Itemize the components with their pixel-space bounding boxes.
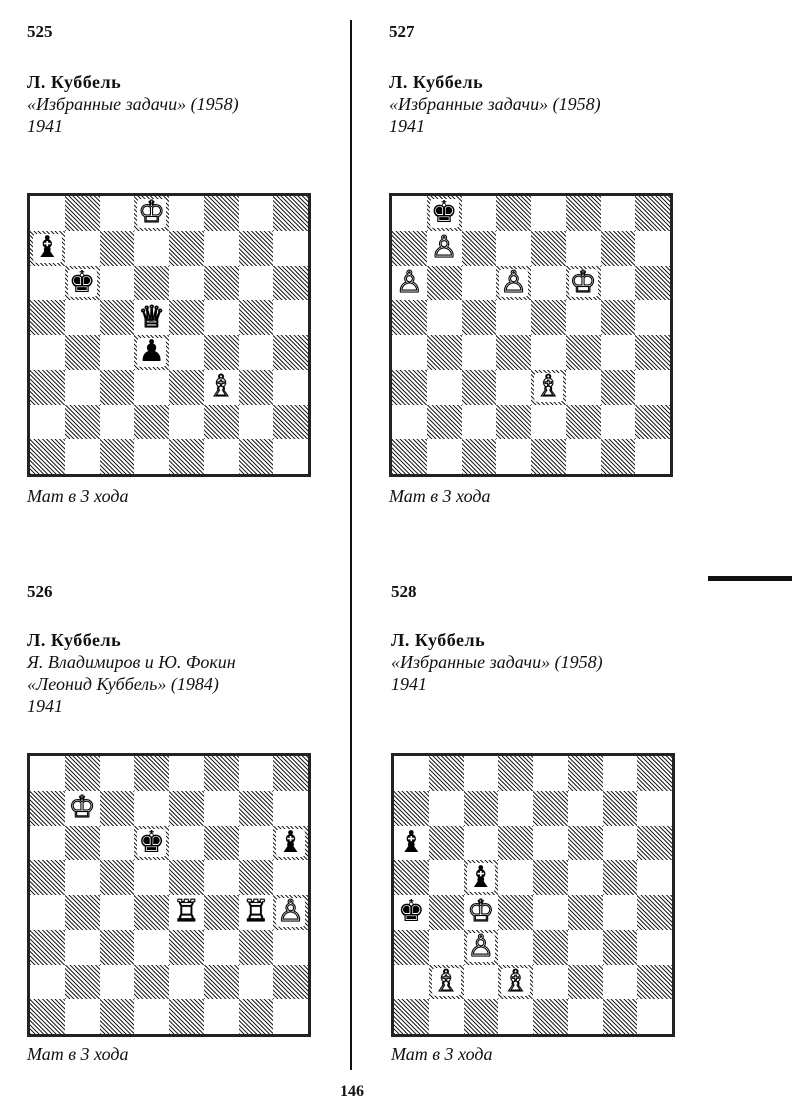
black-king-icon: ♚ <box>397 894 425 930</box>
board-square <box>464 965 499 1000</box>
board-square <box>637 965 672 1000</box>
board-square <box>427 335 462 370</box>
board-square <box>498 999 533 1034</box>
board-square <box>462 266 497 301</box>
black-pawn-icon: ♟ <box>138 334 166 370</box>
board-square <box>169 405 204 440</box>
board-square <box>427 370 462 405</box>
board-square <box>603 930 638 965</box>
chess-board <box>27 753 311 1037</box>
board-square <box>635 439 670 474</box>
chess-board <box>389 193 673 477</box>
board-square <box>394 756 429 791</box>
board-square <box>429 791 464 826</box>
board-square <box>134 860 169 895</box>
problem-caption: Мат в 3 хода <box>391 1044 493 1064</box>
board-square <box>204 895 239 930</box>
board-square <box>462 439 497 474</box>
board-square <box>65 895 100 930</box>
board-square <box>30 405 65 440</box>
board-square <box>273 999 308 1034</box>
board-square <box>603 860 638 895</box>
board-square <box>239 266 274 301</box>
source-line: «Избранные задачи» (1958) <box>391 652 603 672</box>
board-square <box>65 999 100 1034</box>
board-square <box>169 266 204 301</box>
board-square <box>204 335 239 370</box>
board-square <box>603 965 638 1000</box>
board-square <box>601 266 636 301</box>
board-square <box>204 196 239 231</box>
problem-number: 528 <box>391 582 417 601</box>
board-square <box>30 196 65 231</box>
board-square <box>204 439 239 474</box>
board-square <box>601 196 636 231</box>
board-square <box>100 791 135 826</box>
board-square <box>533 826 568 861</box>
board-square <box>601 300 636 335</box>
white-bishop-icon: ♗ <box>207 369 235 405</box>
board-square <box>239 335 274 370</box>
board-square <box>394 791 429 826</box>
board-square <box>427 266 462 301</box>
board-square <box>635 405 670 440</box>
board-square <box>566 196 601 231</box>
board-square <box>239 196 274 231</box>
white-king-icon: ♔ <box>68 790 96 826</box>
board-square <box>100 826 135 861</box>
black-king-icon: ♚ <box>68 264 96 300</box>
board-square <box>169 791 204 826</box>
board-square <box>30 895 65 930</box>
problem-number: 525 <box>27 22 53 41</box>
source-line: «Леонид Куббель» (1984) <box>27 674 219 694</box>
problem-caption: Мат в 3 хода <box>389 486 491 506</box>
board-square <box>65 439 100 474</box>
board-square <box>568 999 603 1034</box>
board-square <box>134 405 169 440</box>
board-square <box>566 439 601 474</box>
white-bishop-icon: ♗ <box>502 963 530 999</box>
board-square <box>273 860 308 895</box>
source-line: «Избранные задачи» (1958) <box>27 94 239 114</box>
board-square <box>568 826 603 861</box>
board-square <box>568 930 603 965</box>
board-square <box>204 999 239 1034</box>
board-square <box>601 439 636 474</box>
board-square <box>533 791 568 826</box>
board-square <box>204 930 239 965</box>
board-square <box>637 791 672 826</box>
board-square <box>204 860 239 895</box>
board-square <box>601 405 636 440</box>
year-line: 1941 <box>391 674 427 694</box>
board-square <box>273 930 308 965</box>
board-square <box>204 405 239 440</box>
board-square <box>65 965 100 1000</box>
board-square <box>533 999 568 1034</box>
board-square <box>239 826 274 861</box>
board-square <box>531 405 566 440</box>
board-square <box>239 756 274 791</box>
board-square <box>533 965 568 1000</box>
board-square <box>239 439 274 474</box>
board-square <box>566 405 601 440</box>
board-square <box>637 895 672 930</box>
board-square <box>204 756 239 791</box>
board-square <box>531 231 566 266</box>
black-bishop-icon: ♝ <box>397 824 425 860</box>
board-square <box>603 999 638 1034</box>
board-square <box>496 370 531 405</box>
board-square <box>100 860 135 895</box>
board-square <box>635 231 670 266</box>
board-square <box>392 335 427 370</box>
board-square <box>169 826 204 861</box>
board-square <box>169 756 204 791</box>
board-square <box>601 231 636 266</box>
board-square <box>100 231 135 266</box>
board-square <box>134 439 169 474</box>
board-square <box>429 860 464 895</box>
board-square <box>464 791 499 826</box>
board-square <box>100 965 135 1000</box>
column-divider <box>350 20 352 1070</box>
board-square <box>533 860 568 895</box>
board-square <box>568 791 603 826</box>
board-square <box>204 266 239 301</box>
board-square <box>496 196 531 231</box>
white-pawn-icon: ♙ <box>500 264 528 300</box>
board-square <box>462 405 497 440</box>
board-square <box>464 826 499 861</box>
white-bishop-icon: ♗ <box>534 369 562 405</box>
board-square <box>239 231 274 266</box>
board-square <box>30 860 65 895</box>
board-square <box>394 999 429 1034</box>
board-square <box>273 405 308 440</box>
board-square <box>601 335 636 370</box>
board-square <box>498 860 533 895</box>
board-square <box>134 756 169 791</box>
board-square <box>429 999 464 1034</box>
board-square <box>100 756 135 791</box>
board-square <box>635 300 670 335</box>
board-square <box>498 826 533 861</box>
board-square <box>134 370 169 405</box>
chess-board <box>391 753 675 1037</box>
board-square <box>464 999 499 1034</box>
board-square <box>30 266 65 301</box>
board-square <box>429 895 464 930</box>
board-square <box>204 965 239 1000</box>
board-square <box>169 999 204 1034</box>
white-king-icon: ♔ <box>569 264 597 300</box>
board-square <box>566 335 601 370</box>
board-square <box>273 756 308 791</box>
board-square <box>65 335 100 370</box>
white-bishop-icon: ♗ <box>432 963 460 999</box>
problem-author: Л. Куббель <box>391 630 486 650</box>
white-pawn-icon: ♙ <box>277 894 305 930</box>
board-square <box>635 266 670 301</box>
board-square <box>30 335 65 370</box>
board-square <box>273 196 308 231</box>
board-square <box>637 999 672 1034</box>
board-square <box>601 370 636 405</box>
board-square <box>134 266 169 301</box>
board-square <box>637 930 672 965</box>
white-rook-icon: ♖ <box>172 894 200 930</box>
board-square <box>531 335 566 370</box>
board-square <box>394 965 429 1000</box>
board-square <box>204 231 239 266</box>
board-square <box>204 826 239 861</box>
white-king-icon: ♔ <box>467 894 495 930</box>
problem-author: Л. Куббель <box>27 72 122 92</box>
board-square <box>394 860 429 895</box>
board-square <box>100 370 135 405</box>
problem-number: 526 <box>27 582 53 601</box>
board-square <box>568 965 603 1000</box>
board-square <box>603 791 638 826</box>
board-square <box>65 231 100 266</box>
board-square <box>566 300 601 335</box>
board-square <box>568 895 603 930</box>
board-square <box>531 266 566 301</box>
board-square <box>169 335 204 370</box>
board-square <box>30 439 65 474</box>
board-square <box>429 826 464 861</box>
board-square <box>533 895 568 930</box>
board-square <box>637 860 672 895</box>
board-square <box>100 335 135 370</box>
board-square <box>568 756 603 791</box>
board-square <box>462 370 497 405</box>
board-square <box>239 370 274 405</box>
board-square <box>100 930 135 965</box>
board-square <box>169 370 204 405</box>
board-square <box>496 300 531 335</box>
board-square <box>30 930 65 965</box>
board-square <box>273 266 308 301</box>
source-line: «Избранные задачи» (1958) <box>389 94 601 114</box>
board-square <box>462 335 497 370</box>
board-square <box>496 405 531 440</box>
board-square <box>239 300 274 335</box>
problem-caption: Мат в 3 хода <box>27 486 129 506</box>
black-bishop-icon: ♝ <box>467 859 495 895</box>
board-square <box>273 231 308 266</box>
board-square <box>531 196 566 231</box>
board-square <box>603 756 638 791</box>
board-square <box>30 300 65 335</box>
board-square <box>239 965 274 1000</box>
board-square <box>134 999 169 1034</box>
board-square <box>134 791 169 826</box>
board-square <box>30 826 65 861</box>
board-square <box>30 370 65 405</box>
board-square <box>603 895 638 930</box>
margin-rule <box>708 576 792 581</box>
board-square <box>429 930 464 965</box>
black-bishop-icon: ♝ <box>277 824 305 860</box>
white-rook-icon: ♖ <box>242 894 270 930</box>
board-square <box>273 335 308 370</box>
board-square <box>239 999 274 1034</box>
board-square <box>100 196 135 231</box>
black-bishop-icon: ♝ <box>33 230 61 266</box>
board-square <box>100 405 135 440</box>
board-square <box>496 439 531 474</box>
board-square <box>273 370 308 405</box>
white-pawn-icon: ♙ <box>467 929 495 965</box>
board-square <box>65 930 100 965</box>
board-square <box>427 405 462 440</box>
board-square <box>65 370 100 405</box>
board-square <box>568 860 603 895</box>
board-square <box>427 300 462 335</box>
board-square <box>427 439 462 474</box>
board-square <box>30 756 65 791</box>
board-square <box>273 300 308 335</box>
board-square <box>464 756 499 791</box>
board-square <box>169 860 204 895</box>
board-square <box>496 231 531 266</box>
board-square <box>533 756 568 791</box>
board-square <box>169 930 204 965</box>
board-square <box>30 965 65 1000</box>
board-square <box>392 370 427 405</box>
board-square <box>531 300 566 335</box>
problem-caption: Мат в 3 хода <box>27 1044 129 1064</box>
board-square <box>100 439 135 474</box>
board-square <box>392 231 427 266</box>
white-king-icon: ♔ <box>138 195 166 231</box>
board-square <box>239 405 274 440</box>
board-square <box>635 370 670 405</box>
board-square <box>134 895 169 930</box>
source-line: Я. Владимиров и Ю. Фокин <box>27 652 236 672</box>
board-square <box>533 930 568 965</box>
board-square <box>273 439 308 474</box>
board-square <box>273 965 308 1000</box>
board-square <box>273 791 308 826</box>
white-queen-icon: ♕ <box>138 299 166 335</box>
board-square <box>637 756 672 791</box>
board-square <box>100 895 135 930</box>
board-square <box>65 405 100 440</box>
board-square <box>65 756 100 791</box>
board-square <box>392 196 427 231</box>
board-square <box>169 300 204 335</box>
board-square <box>498 895 533 930</box>
board-square <box>100 266 135 301</box>
year-line: 1941 <box>27 696 63 716</box>
board-square <box>239 860 274 895</box>
board-square <box>169 196 204 231</box>
board-square <box>498 756 533 791</box>
board-square <box>100 999 135 1034</box>
board-square <box>30 999 65 1034</box>
problem-author: Л. Куббель <box>389 72 484 92</box>
board-square <box>603 826 638 861</box>
black-king-icon: ♚ <box>430 195 458 231</box>
board-square <box>498 930 533 965</box>
board-square <box>635 335 670 370</box>
board-square <box>462 196 497 231</box>
board-square <box>169 231 204 266</box>
board-square <box>30 791 65 826</box>
board-square <box>204 791 239 826</box>
board-square <box>462 231 497 266</box>
board-square <box>498 791 533 826</box>
white-pawn-icon: ♙ <box>430 230 458 266</box>
board-square <box>239 791 274 826</box>
page-number: 146 <box>340 1083 364 1100</box>
chess-board <box>27 193 311 477</box>
board-square <box>134 930 169 965</box>
board-square <box>65 196 100 231</box>
board-square <box>462 300 497 335</box>
black-king-icon: ♚ <box>138 824 166 860</box>
board-square <box>496 335 531 370</box>
problem-number: 527 <box>389 22 415 41</box>
board-square <box>65 860 100 895</box>
board-square <box>566 231 601 266</box>
board-square <box>65 300 100 335</box>
board-square <box>637 826 672 861</box>
year-line: 1941 <box>27 116 63 136</box>
problem-author: Л. Куббель <box>27 630 122 650</box>
board-square <box>65 826 100 861</box>
board-square <box>635 196 670 231</box>
board-square <box>392 405 427 440</box>
board-square <box>100 300 135 335</box>
board-square <box>392 439 427 474</box>
board-square <box>169 965 204 1000</box>
board-square <box>531 439 566 474</box>
board-square <box>204 300 239 335</box>
board-square <box>566 370 601 405</box>
board-square <box>169 439 204 474</box>
board-square <box>134 231 169 266</box>
board-square <box>392 300 427 335</box>
board-square <box>394 930 429 965</box>
year-line: 1941 <box>389 116 425 136</box>
board-square <box>134 965 169 1000</box>
white-pawn-icon: ♙ <box>395 264 423 300</box>
board-square <box>429 756 464 791</box>
board-square <box>239 930 274 965</box>
